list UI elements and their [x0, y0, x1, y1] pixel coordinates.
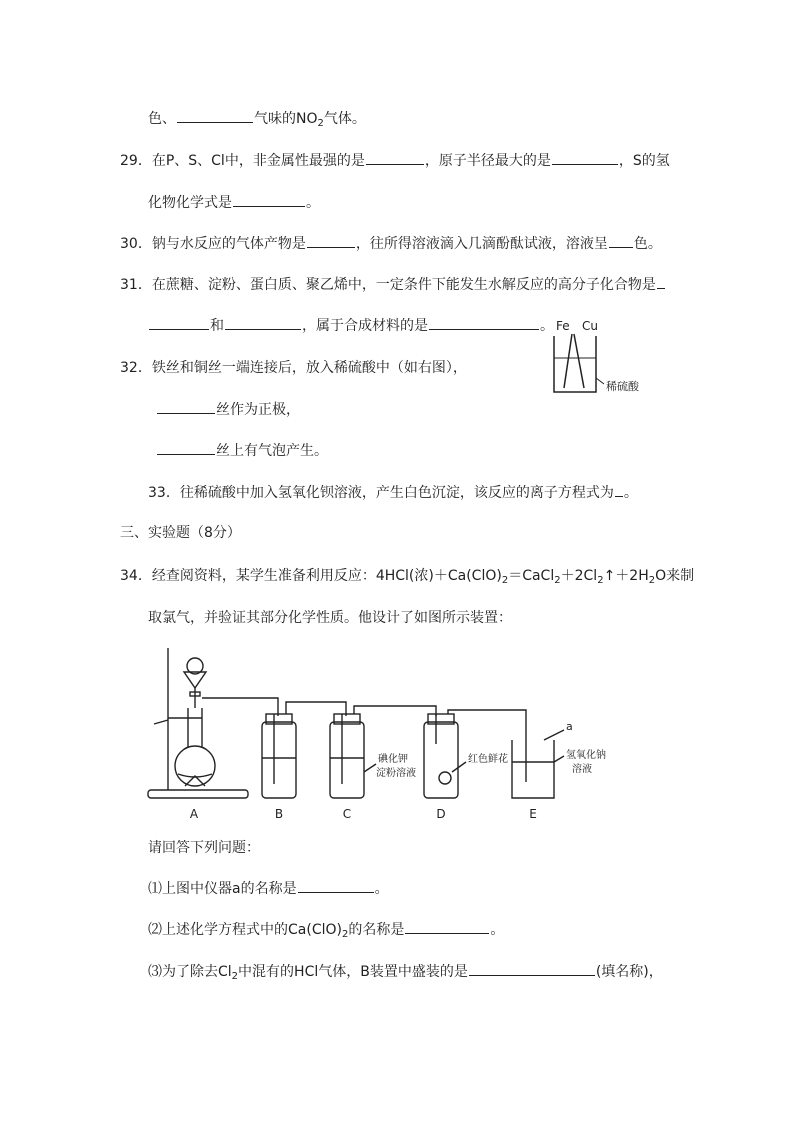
q32-text-b: 丝作为正极， [216, 402, 300, 418]
q29-line1 [120, 150, 670, 170]
label-b: B [274, 807, 284, 821]
tube-a-b [202, 698, 278, 716]
q28-text-c: 气体。 [323, 111, 366, 127]
bottle-d [424, 722, 458, 798]
q34-line1 [120, 566, 694, 586]
flask-a [175, 746, 215, 786]
sub2-text-a: 上述化学方程式中的Ca(ClO) [162, 922, 342, 938]
apparatus-figure [140, 644, 620, 824]
q34-text-b: ＝CaCl [508, 568, 555, 584]
q28-sub: 2 [317, 118, 324, 129]
q31-blank-2[interactable] [225, 315, 301, 330]
beaker-outline [554, 336, 596, 392]
q29-blank-1[interactable] [366, 150, 424, 165]
q34-text-d: ↑＋2H [603, 568, 649, 584]
q31-text-d: 。 [540, 318, 554, 334]
sub1-text-b: 。 [374, 881, 389, 897]
q32-line3 [156, 440, 328, 460]
flower-d [439, 772, 451, 784]
pointer-e [554, 756, 564, 762]
q34-line2: 取氯气，并验证其部分化学性质。他设计了如图所示装置： [148, 610, 512, 626]
pointer-c [364, 764, 376, 772]
q30-number: 30． [120, 236, 152, 252]
acid-pointer [596, 378, 604, 384]
sub2-line [148, 919, 504, 939]
label-e: E [529, 807, 537, 821]
sub3-number: ⑶ [148, 964, 162, 980]
q34-sub-2: 2 [554, 575, 561, 586]
q32-text-a: 铁丝和铜丝一端连接后，放入稀硫酸中（如右图）， [151, 360, 467, 376]
sub1-blank[interactable] [298, 878, 374, 893]
sub3-sub: 2 [231, 971, 239, 982]
q31-blank-3[interactable] [429, 315, 539, 330]
q29-line2 [148, 192, 320, 212]
q33-line [148, 482, 638, 502]
d-note: 红色鲜花 [468, 754, 508, 765]
sub2-blank[interactable] [405, 919, 489, 934]
q30-line [120, 233, 662, 253]
sub1-line [148, 878, 389, 898]
q32-number: 32． [120, 360, 152, 376]
q31-line2 [148, 315, 554, 335]
q28-text-b: 气味的NO [254, 111, 318, 127]
q32-line1 [120, 358, 467, 378]
label-a: A [189, 807, 199, 821]
fe-wire [564, 334, 572, 388]
q32-text-c: 丝上有气泡产生。 [216, 443, 328, 459]
q34-text-e: O来制 [655, 568, 695, 584]
stand-base [148, 790, 248, 798]
acid-label: 稀硫酸 [606, 380, 639, 393]
q34-number: 34． [120, 568, 152, 584]
q34-sub-3: 2 [597, 575, 604, 586]
q31-number: 31． [120, 277, 152, 293]
c-note-2: 淀粉溶液 [376, 768, 416, 779]
q32-blank-1[interactable] [157, 399, 215, 414]
q33-number: 33． [148, 485, 180, 501]
q31-text-a: 在蔗糖、淀粉、蛋白质、聚乙烯中，一定条件下能发生水解反应的高分子化合物是 [151, 277, 656, 293]
q34-sub-1: 2 [501, 575, 509, 586]
sub2-text-b: 的名称是 [348, 922, 405, 938]
label-d: D [436, 807, 446, 821]
sub2-sub: 2 [341, 929, 349, 940]
cu-wire [574, 334, 584, 388]
q33-text-a: 往稀硫酸中加入氢氧化钡溶液，产生白色沉淀，该反应的离子方程式为 [179, 485, 614, 501]
label-c: C [342, 807, 352, 821]
q34-text-a: 经查阅资料，某学生准备利用反应：4HCl(浓)＋Ca(ClO) [151, 568, 502, 584]
sub1-text-a: 上图中仪器a的名称是 [162, 881, 297, 897]
beaker-figure [548, 314, 658, 400]
sub2-number: ⑵ [148, 922, 162, 938]
e-note-2: 溶液 [572, 764, 592, 775]
a-mark: a [566, 720, 573, 733]
q29-text-d: 化物化学式是 [148, 195, 232, 211]
q34-text-c: ＋2Cl [560, 568, 598, 584]
sub2-text-c: 。 [490, 922, 505, 938]
q29-text-c: ，S的氢 [618, 153, 670, 169]
q32-line2 [156, 399, 300, 419]
q28-tail [148, 108, 366, 128]
e-note-1: 氢氧化钠 [566, 750, 606, 761]
q30-blank-2[interactable] [609, 233, 633, 248]
q28-blank[interactable] [177, 108, 253, 123]
q33-text-b: 。 [623, 485, 638, 501]
q28-text-a: 色、 [148, 111, 176, 127]
pointer-d [452, 762, 466, 772]
q33-blank[interactable] [615, 482, 623, 497]
q30-text-a: 钠与水反应的气体产物是 [151, 236, 306, 252]
sub3-text-c: (填名称)， [595, 964, 663, 980]
q31-blank-0[interactable] [657, 274, 665, 289]
sub3-line [148, 961, 663, 981]
q29-number: 29． [120, 153, 152, 169]
c-note-1: 碘化钾 [378, 754, 408, 765]
q29-text-b: ，原子半径最大的是 [424, 153, 551, 169]
q30-text-b: ，往所得溶液滴入几滴酚酞试液，溶液呈 [355, 236, 608, 252]
q31-blank-1[interactable] [149, 315, 209, 330]
q32-blank-2[interactable] [157, 440, 215, 455]
sub3-text-a: 为了除去Cl [162, 964, 232, 980]
q29-text-e: 。 [306, 195, 320, 211]
q29-text-a: 在P、S、Cl中，非金属性最强的是 [151, 153, 365, 169]
section-3-title: 三、实验题（8分） [120, 525, 241, 541]
answer-intro: 请回答下列问题： [148, 840, 260, 856]
q30-blank-1[interactable] [307, 233, 355, 248]
cu-label: Cu [582, 319, 598, 333]
q31-line1 [120, 274, 666, 294]
q31-text-c: ，属于合成材料的是 [302, 318, 428, 334]
fe-label: Fe [556, 319, 570, 333]
sub3-blank[interactable] [469, 961, 595, 976]
q29-blank-3[interactable] [233, 192, 305, 207]
q34-sub-4: 2 [648, 575, 656, 586]
tube-c-d [354, 706, 436, 716]
bottle-b [262, 722, 296, 798]
sub1-number: ⑴ [148, 881, 162, 897]
pointer-a [544, 730, 564, 740]
q29-blank-2[interactable] [552, 150, 618, 165]
q31-text-b: 和 [210, 318, 224, 334]
q30-text-c: 色。 [633, 236, 662, 252]
sub3-text-b: 中混有的HCl气体，B装置中盛装的是 [238, 964, 468, 980]
clamp-handle [154, 720, 168, 724]
beaker-e [512, 740, 554, 798]
bottle-c [330, 722, 364, 798]
tube-d-e [448, 710, 526, 782]
